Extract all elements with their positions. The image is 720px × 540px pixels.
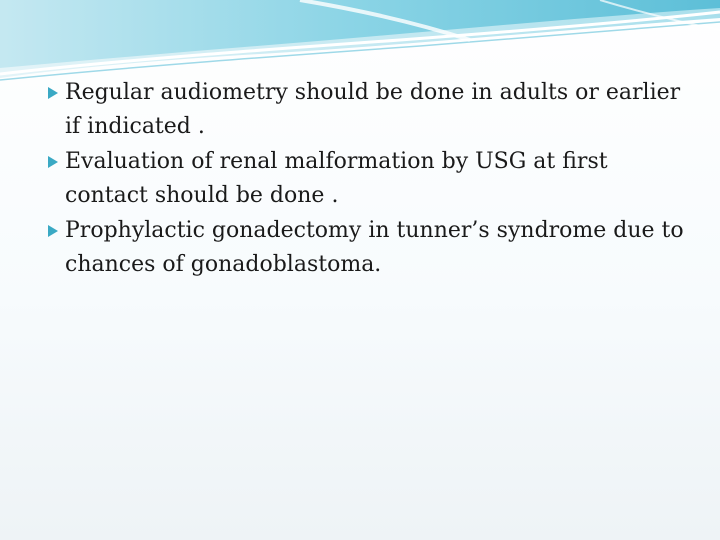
slide-content <box>48 76 688 283</box>
triangle-bullet-icon <box>48 87 58 99</box>
bullet-list <box>48 76 688 282</box>
triangle-bullet-icon <box>48 225 58 237</box>
bullet-item <box>48 214 688 282</box>
bullet-text: Regular audiometry should be done in adults or earlier if indicated . <box>65 80 681 139</box>
triangle-bullet-icon <box>48 156 58 168</box>
bullet-item <box>48 76 688 144</box>
bullet-item <box>48 145 688 213</box>
bullet-text: Evaluation of renal malformation by USG at first contact should be done . <box>65 149 608 208</box>
bullet-text: Prophylactic gonadectomy in tunner’s syndrome due to chances of gonadoblastoma. <box>65 218 684 277</box>
